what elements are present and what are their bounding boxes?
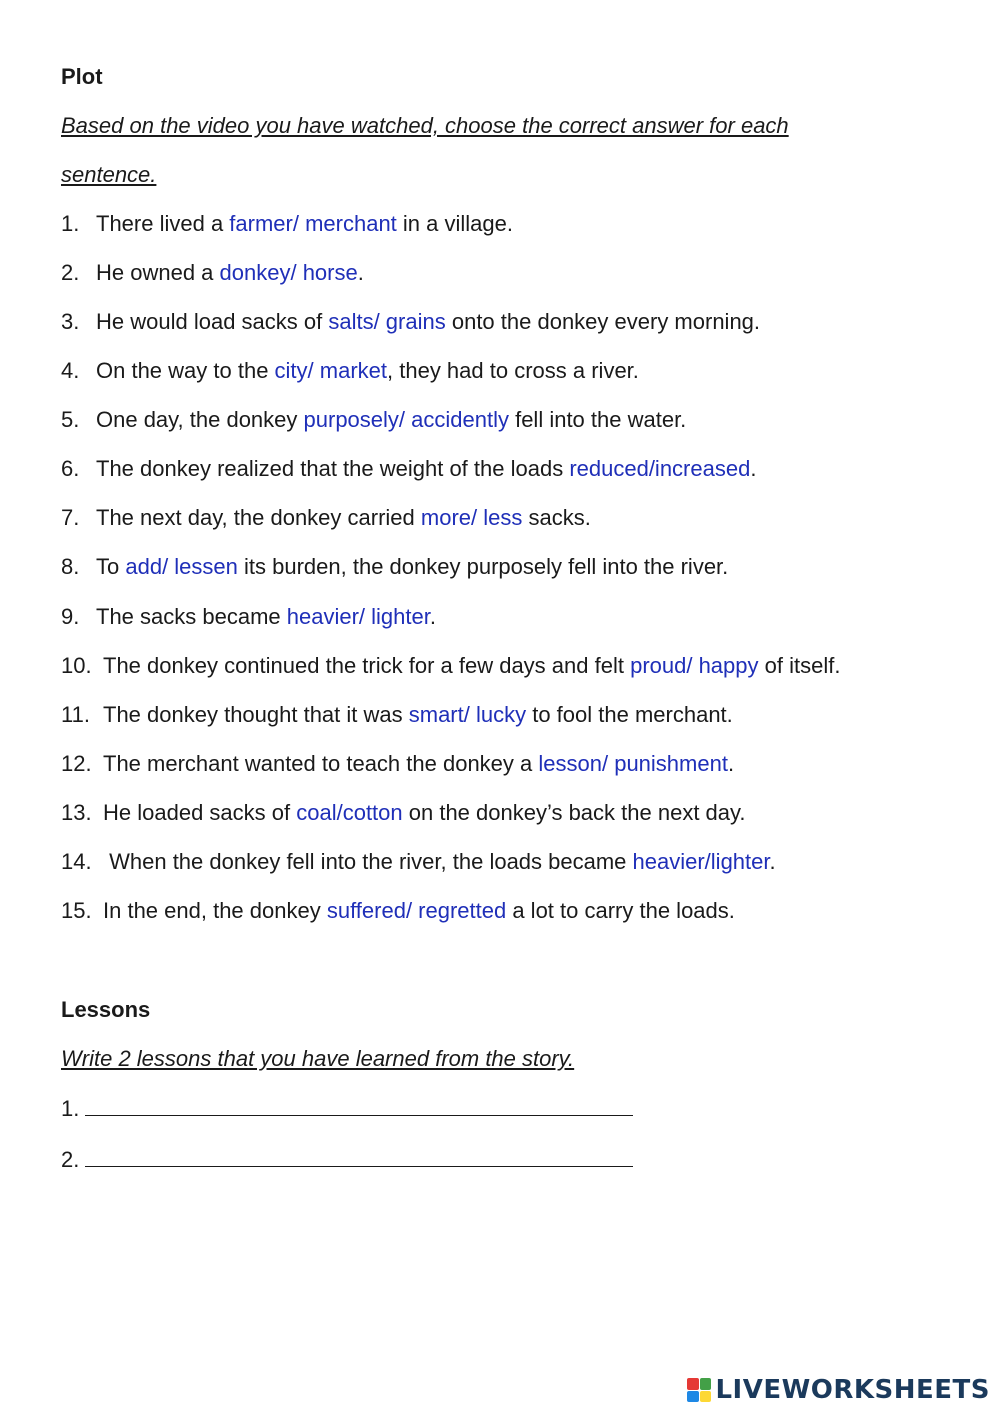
question-text-after: on the donkey’s back the next day.	[402, 800, 746, 825]
answer-choice[interactable]: donkey/ horse	[219, 260, 358, 285]
logo-square	[700, 1378, 712, 1390]
question-item	[61, 602, 436, 632]
question-text-after: onto the donkey every morning.	[445, 309, 761, 334]
answer-choice[interactable]: reduced/increased	[569, 456, 751, 481]
question-item	[61, 307, 760, 337]
question-number: 12.	[61, 751, 92, 776]
answer-choice[interactable]: smart/ lucky	[408, 702, 527, 727]
question-number: 9.	[61, 604, 80, 629]
question-text-after: .	[750, 456, 757, 481]
question-text-before: The donkey realized that the weight of the loads	[96, 456, 570, 481]
question-number: 1.	[61, 211, 80, 236]
question-text-after: , they had to cross a river.	[387, 358, 639, 383]
question-text-before: The donkey thought that it was	[103, 702, 409, 727]
question-text-after: its burden, the donkey purposely fell into the river.	[237, 554, 729, 579]
answer-choice[interactable]: coal/cotton	[296, 800, 403, 825]
question-text-before: The merchant wanted to teach the donkey a	[103, 751, 539, 776]
answer-choice[interactable]: purposely/ accidently	[303, 407, 509, 432]
answer-choice[interactable]: lesson/ punishment	[538, 751, 728, 776]
answer-choice[interactable]: heavier/ lighter	[286, 604, 430, 629]
lessons-instruction: Write 2 lessons that you have learned from the story.	[61, 1046, 575, 1071]
logo-text: LIVEWORKSHEETS	[715, 1375, 990, 1405]
answer-choice[interactable]: more/ less	[420, 505, 523, 530]
question-number: 11.	[61, 702, 90, 727]
question-text-after: .	[429, 604, 436, 629]
question-text-after: .	[769, 849, 776, 874]
plot-instruction-line1: Based on the video you have watched, choose the correct answer for each	[61, 113, 789, 138]
question-text-before: On the way to the	[96, 358, 275, 383]
answer-choice[interactable]: suffered/ regretted	[326, 898, 507, 923]
question-number: 14.	[61, 849, 92, 874]
question-item	[61, 896, 735, 926]
question-text-before: To	[96, 554, 126, 579]
question-item	[61, 847, 776, 877]
question-number: 2.	[61, 260, 80, 285]
question-item	[61, 700, 733, 730]
question-text-before: He loaded sacks of	[103, 800, 297, 825]
question-item	[61, 798, 746, 828]
question-text-before: In the end, the donkey	[103, 898, 327, 923]
answer-choice[interactable]: proud/ happy	[630, 653, 759, 678]
logo-square	[700, 1391, 712, 1403]
question-text-after: fell into the water.	[508, 407, 687, 432]
question-text-after: a lot to carry the loads.	[506, 898, 735, 923]
question-text-before: The next day, the donkey carried	[96, 505, 421, 530]
question-number: 8.	[61, 554, 80, 579]
question-text-after: .	[727, 751, 735, 776]
question-text-after: .	[357, 260, 364, 285]
plot-heading: Plot	[61, 64, 103, 89]
question-text-before: The donkey continued the trick for a few days and felt	[103, 653, 631, 678]
logo-square	[687, 1378, 699, 1390]
question-number: 4.	[61, 358, 80, 383]
logo-square	[687, 1391, 699, 1403]
question-text-before: When the donkey fell into the river, the loads became	[103, 849, 633, 874]
lesson-number: 1.	[61, 1096, 80, 1121]
question-item	[61, 651, 840, 681]
question-text-before: The sacks became	[96, 604, 287, 629]
question-text-before: He owned a	[96, 260, 220, 285]
question-item	[61, 258, 364, 288]
question-item	[61, 356, 639, 386]
question-text-after: to fool the merchant.	[526, 702, 733, 727]
question-item	[61, 552, 728, 582]
question-text-after: of itself.	[758, 653, 841, 678]
liveworksheets-logo	[687, 1375, 990, 1405]
question-number: 5.	[61, 407, 80, 432]
question-number: 7.	[61, 505, 80, 530]
question-number: 13.	[61, 800, 92, 825]
question-text-before: One day, the donkey	[96, 407, 304, 432]
question-text-before: He would load sacks of	[96, 309, 329, 334]
question-item	[61, 454, 756, 484]
lessons-heading: Lessons	[61, 997, 151, 1022]
question-text-after: in a village.	[396, 211, 513, 236]
question-item	[61, 503, 591, 533]
question-number: 10.	[61, 653, 92, 678]
lesson-answer-field[interactable]	[85, 1093, 633, 1116]
answer-choice[interactable]: salts/ grains	[328, 309, 446, 334]
question-number: 6.	[61, 456, 80, 481]
question-number: 15.	[61, 898, 92, 923]
question-text-before: There lived a	[96, 211, 230, 236]
logo-mark-icon	[687, 1378, 711, 1402]
question-item	[61, 209, 513, 239]
question-number: 3.	[61, 309, 80, 334]
answer-choice[interactable]: city/ market	[274, 358, 388, 383]
lesson-answer-row	[61, 1093, 633, 1124]
lesson-number: 2.	[61, 1147, 80, 1172]
answer-choice[interactable]: farmer/ merchant	[229, 211, 397, 236]
question-text-after: sacks.	[522, 505, 591, 530]
answer-choice[interactable]: add/ lessen	[125, 554, 238, 579]
answer-choice[interactable]: heavier/lighter	[632, 849, 770, 874]
lesson-answer-row	[61, 1144, 633, 1175]
lesson-answer-field[interactable]	[85, 1144, 633, 1167]
plot-instruction-line2: sentence.	[61, 162, 157, 187]
question-item	[61, 749, 734, 779]
question-item	[61, 405, 686, 435]
